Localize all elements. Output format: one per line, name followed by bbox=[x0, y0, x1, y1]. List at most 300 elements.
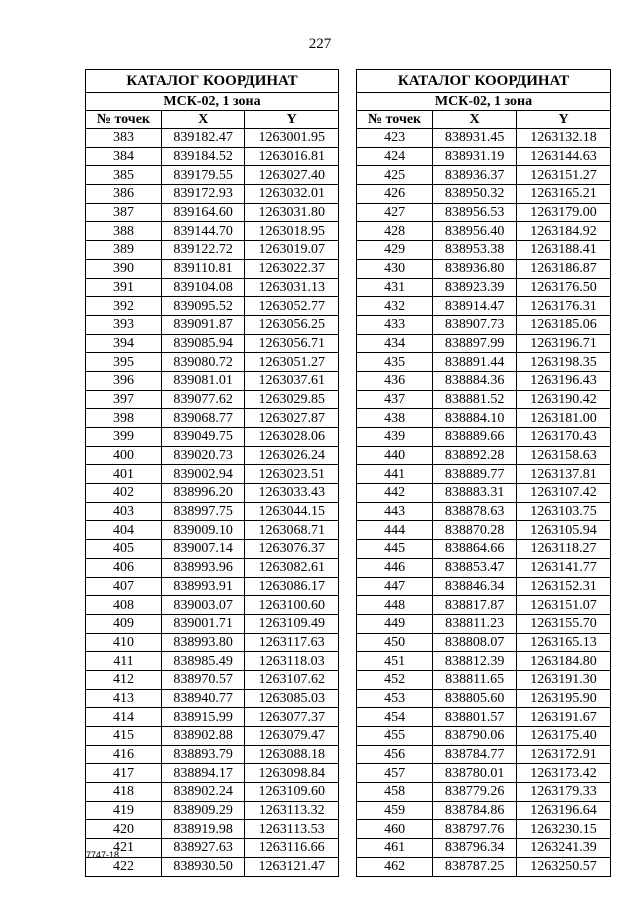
y-coordinate-cell: 1263079.47 bbox=[245, 727, 339, 746]
point-number-cell: 416 bbox=[86, 745, 162, 764]
y-coordinate-cell: 1263155.70 bbox=[517, 614, 611, 633]
table-row bbox=[357, 428, 611, 447]
y-coordinate-cell: 1263132.18 bbox=[517, 129, 611, 148]
x-coordinate-cell: 838779.26 bbox=[433, 783, 517, 802]
point-number-cell: 445 bbox=[357, 540, 433, 559]
y-coordinate-cell: 1263179.33 bbox=[517, 783, 611, 802]
x-coordinate-cell: 838883.31 bbox=[433, 484, 517, 503]
x-coordinate-cell: 838787.25 bbox=[433, 857, 517, 876]
x-coordinate-cell: 838930.50 bbox=[161, 857, 244, 876]
point-number-cell: 453 bbox=[357, 689, 433, 708]
x-coordinate-cell: 838927.63 bbox=[161, 839, 244, 858]
y-coordinate-cell: 1263176.50 bbox=[517, 278, 611, 297]
x-coordinate-cell: 838923.39 bbox=[433, 278, 517, 297]
table-row bbox=[86, 857, 339, 876]
point-number-cell: 400 bbox=[86, 446, 162, 465]
point-number-cell: 402 bbox=[86, 484, 162, 503]
table-row bbox=[357, 203, 611, 222]
x-coordinate-cell: 839172.93 bbox=[161, 185, 244, 204]
point-number-cell: 404 bbox=[86, 521, 162, 540]
x-coordinate-cell: 838953.38 bbox=[433, 241, 517, 260]
y-coordinate-cell: 1263018.95 bbox=[245, 222, 339, 241]
point-number-cell: 462 bbox=[357, 857, 433, 876]
point-number-cell: 405 bbox=[86, 540, 162, 559]
table-row bbox=[86, 465, 339, 484]
x-coordinate-cell: 838884.36 bbox=[433, 371, 517, 390]
y-coordinate-cell: 1263037.61 bbox=[245, 371, 339, 390]
point-number-cell: 452 bbox=[357, 670, 433, 689]
table-row bbox=[357, 315, 611, 334]
y-coordinate-cell: 1263032.01 bbox=[245, 185, 339, 204]
table-row bbox=[357, 166, 611, 185]
table-row bbox=[357, 446, 611, 465]
x-coordinate-cell: 839001.71 bbox=[161, 614, 244, 633]
column-header-x: X bbox=[433, 111, 517, 129]
table-row bbox=[86, 633, 339, 652]
x-coordinate-cell: 838846.34 bbox=[433, 577, 517, 596]
point-number-cell: 460 bbox=[357, 820, 433, 839]
point-number-cell: 455 bbox=[357, 727, 433, 746]
x-coordinate-cell: 838892.28 bbox=[433, 446, 517, 465]
x-coordinate-cell: 838893.79 bbox=[161, 745, 244, 764]
table-row bbox=[357, 596, 611, 615]
table-row bbox=[86, 428, 339, 447]
x-coordinate-cell: 838909.29 bbox=[161, 801, 244, 820]
column-header-x: X bbox=[161, 111, 244, 129]
point-number-cell: 401 bbox=[86, 465, 162, 484]
table-row bbox=[86, 839, 339, 858]
x-coordinate-cell: 839184.52 bbox=[161, 147, 244, 166]
x-coordinate-cell: 838931.45 bbox=[433, 129, 517, 148]
coordinate-catalog-table-left bbox=[85, 69, 339, 877]
point-number-cell: 393 bbox=[86, 315, 162, 334]
y-coordinate-cell: 1263107.62 bbox=[245, 670, 339, 689]
y-coordinate-cell: 1263172.91 bbox=[517, 745, 611, 764]
column-header-point-number: № точек bbox=[357, 111, 433, 129]
x-coordinate-cell: 839080.72 bbox=[161, 353, 244, 372]
x-coordinate-cell: 839002.94 bbox=[161, 465, 244, 484]
point-number-cell: 447 bbox=[357, 577, 433, 596]
table-row bbox=[357, 465, 611, 484]
table-row bbox=[86, 203, 339, 222]
y-coordinate-cell: 1263113.53 bbox=[245, 820, 339, 839]
y-coordinate-cell: 1263016.81 bbox=[245, 147, 339, 166]
y-coordinate-cell: 1263029.85 bbox=[245, 390, 339, 409]
x-coordinate-cell: 839007.14 bbox=[161, 540, 244, 559]
x-coordinate-cell: 839122.72 bbox=[161, 241, 244, 260]
x-coordinate-cell: 838897.99 bbox=[433, 334, 517, 353]
table-row bbox=[86, 820, 339, 839]
table-row bbox=[86, 783, 339, 802]
point-number-cell: 412 bbox=[86, 670, 162, 689]
y-coordinate-cell: 1263109.49 bbox=[245, 614, 339, 633]
table-row bbox=[357, 297, 611, 316]
x-coordinate-cell: 838894.17 bbox=[161, 764, 244, 783]
table-row bbox=[86, 185, 339, 204]
catalog-title: КАТАЛОГ КООРДИНАТ bbox=[86, 70, 339, 93]
point-number-cell: 410 bbox=[86, 633, 162, 652]
y-coordinate-cell: 1263117.63 bbox=[245, 633, 339, 652]
point-number-cell: 428 bbox=[357, 222, 433, 241]
point-number-cell: 450 bbox=[357, 633, 433, 652]
y-coordinate-cell: 1263116.66 bbox=[245, 839, 339, 858]
y-coordinate-cell: 1263031.13 bbox=[245, 278, 339, 297]
y-coordinate-cell: 1263105.94 bbox=[517, 521, 611, 540]
point-number-cell: 394 bbox=[86, 334, 162, 353]
table-row bbox=[357, 764, 611, 783]
table-row bbox=[357, 558, 611, 577]
x-coordinate-cell: 839095.52 bbox=[161, 297, 244, 316]
point-number-cell: 441 bbox=[357, 465, 433, 484]
point-number-cell: 408 bbox=[86, 596, 162, 615]
y-coordinate-cell: 1263019.07 bbox=[245, 241, 339, 260]
x-coordinate-cell: 839085.94 bbox=[161, 334, 244, 353]
table-row bbox=[357, 727, 611, 746]
y-coordinate-cell: 1263118.03 bbox=[245, 652, 339, 671]
table-row bbox=[357, 633, 611, 652]
y-coordinate-cell: 1263107.42 bbox=[517, 484, 611, 503]
y-coordinate-cell: 1263195.90 bbox=[517, 689, 611, 708]
point-number-cell: 449 bbox=[357, 614, 433, 633]
document-code: 7747-18 bbox=[86, 850, 120, 860]
table-row bbox=[86, 446, 339, 465]
point-number-cell: 396 bbox=[86, 371, 162, 390]
column-header-point-number: № точек bbox=[86, 111, 162, 129]
point-number-cell: 391 bbox=[86, 278, 162, 297]
x-coordinate-cell: 838889.77 bbox=[433, 465, 517, 484]
x-coordinate-cell: 838811.65 bbox=[433, 670, 517, 689]
table-row bbox=[86, 353, 339, 372]
point-number-cell: 451 bbox=[357, 652, 433, 671]
x-coordinate-cell: 839091.87 bbox=[161, 315, 244, 334]
point-number-cell: 430 bbox=[357, 259, 433, 278]
point-number-cell: 427 bbox=[357, 203, 433, 222]
point-number-cell: 446 bbox=[357, 558, 433, 577]
table-row bbox=[86, 502, 339, 521]
x-coordinate-cell: 838784.86 bbox=[433, 801, 517, 820]
table-row bbox=[86, 334, 339, 353]
x-coordinate-cell: 838796.34 bbox=[433, 839, 517, 858]
y-coordinate-cell: 1263196.64 bbox=[517, 801, 611, 820]
point-number-cell: 425 bbox=[357, 166, 433, 185]
y-coordinate-cell: 1263151.07 bbox=[517, 596, 611, 615]
x-coordinate-cell: 839068.77 bbox=[161, 409, 244, 428]
table-row bbox=[86, 670, 339, 689]
x-coordinate-cell: 839077.62 bbox=[161, 390, 244, 409]
x-coordinate-cell: 838936.80 bbox=[433, 259, 517, 278]
y-coordinate-cell: 1263152.31 bbox=[517, 577, 611, 596]
y-coordinate-cell: 1263082.61 bbox=[245, 558, 339, 577]
point-number-cell: 423 bbox=[357, 129, 433, 148]
x-coordinate-cell: 838870.28 bbox=[433, 521, 517, 540]
point-number-cell: 420 bbox=[86, 820, 162, 839]
x-coordinate-cell: 838997.75 bbox=[161, 502, 244, 521]
table-row bbox=[357, 614, 611, 633]
column-header-y: Y bbox=[517, 111, 611, 129]
y-coordinate-cell: 1263056.71 bbox=[245, 334, 339, 353]
y-coordinate-cell: 1263109.60 bbox=[245, 783, 339, 802]
y-coordinate-cell: 1263176.31 bbox=[517, 297, 611, 316]
point-number-cell: 388 bbox=[86, 222, 162, 241]
y-coordinate-cell: 1263077.37 bbox=[245, 708, 339, 727]
table-row bbox=[357, 577, 611, 596]
table-row bbox=[357, 334, 611, 353]
y-coordinate-cell: 1263190.42 bbox=[517, 390, 611, 409]
x-coordinate-cell: 838936.37 bbox=[433, 166, 517, 185]
x-coordinate-cell: 838864.66 bbox=[433, 540, 517, 559]
x-coordinate-cell: 838956.40 bbox=[433, 222, 517, 241]
y-coordinate-cell: 1263151.27 bbox=[517, 166, 611, 185]
table-row bbox=[86, 577, 339, 596]
y-coordinate-cell: 1263086.17 bbox=[245, 577, 339, 596]
point-number-cell: 407 bbox=[86, 577, 162, 596]
point-number-cell: 438 bbox=[357, 409, 433, 428]
x-coordinate-cell: 839164.60 bbox=[161, 203, 244, 222]
y-coordinate-cell: 1263250.57 bbox=[517, 857, 611, 876]
point-number-cell: 422 bbox=[86, 857, 162, 876]
table-row bbox=[357, 670, 611, 689]
point-number-cell: 384 bbox=[86, 147, 162, 166]
table-row bbox=[86, 241, 339, 260]
point-number-cell: 419 bbox=[86, 801, 162, 820]
table-row bbox=[86, 222, 339, 241]
x-coordinate-cell: 838817.87 bbox=[433, 596, 517, 615]
table-row bbox=[357, 278, 611, 297]
table-row bbox=[86, 371, 339, 390]
y-coordinate-cell: 1263179.00 bbox=[517, 203, 611, 222]
table-row bbox=[357, 502, 611, 521]
x-coordinate-cell: 838808.07 bbox=[433, 633, 517, 652]
point-number-cell: 437 bbox=[357, 390, 433, 409]
x-coordinate-cell: 838902.88 bbox=[161, 727, 244, 746]
x-coordinate-cell: 838812.39 bbox=[433, 652, 517, 671]
point-number-cell: 457 bbox=[357, 764, 433, 783]
y-coordinate-cell: 1263088.18 bbox=[245, 745, 339, 764]
x-coordinate-cell: 838914.47 bbox=[433, 297, 517, 316]
point-number-cell: 439 bbox=[357, 428, 433, 447]
table-row bbox=[86, 521, 339, 540]
table-row bbox=[357, 259, 611, 278]
table-row bbox=[86, 596, 339, 615]
table-row bbox=[86, 558, 339, 577]
x-coordinate-cell: 838889.66 bbox=[433, 428, 517, 447]
x-coordinate-cell: 838780.01 bbox=[433, 764, 517, 783]
y-coordinate-cell: 1263165.13 bbox=[517, 633, 611, 652]
table-row bbox=[86, 689, 339, 708]
point-number-cell: 398 bbox=[86, 409, 162, 428]
y-coordinate-cell: 1263027.40 bbox=[245, 166, 339, 185]
table-row bbox=[357, 745, 611, 764]
y-coordinate-cell: 1263121.47 bbox=[245, 857, 339, 876]
point-number-cell: 397 bbox=[86, 390, 162, 409]
coordinate-catalog-table-right bbox=[356, 69, 611, 877]
point-number-cell: 414 bbox=[86, 708, 162, 727]
column-header-y: Y bbox=[245, 111, 339, 129]
table-row bbox=[357, 129, 611, 148]
x-coordinate-cell: 839049.75 bbox=[161, 428, 244, 447]
table-row bbox=[357, 409, 611, 428]
x-coordinate-cell: 838878.63 bbox=[433, 502, 517, 521]
page-number: 227 bbox=[308, 36, 332, 52]
table-row bbox=[86, 614, 339, 633]
y-coordinate-cell: 1263141.77 bbox=[517, 558, 611, 577]
point-number-cell: 399 bbox=[86, 428, 162, 447]
table-row bbox=[357, 708, 611, 727]
y-coordinate-cell: 1263196.71 bbox=[517, 334, 611, 353]
catalog-subtitle: МСК-02, 1 зона bbox=[357, 93, 611, 111]
x-coordinate-cell: 839009.10 bbox=[161, 521, 244, 540]
x-coordinate-cell: 839003.07 bbox=[161, 596, 244, 615]
x-coordinate-cell: 838891.44 bbox=[433, 353, 517, 372]
x-coordinate-cell: 839020.73 bbox=[161, 446, 244, 465]
x-coordinate-cell: 838915.99 bbox=[161, 708, 244, 727]
table-row bbox=[86, 708, 339, 727]
x-coordinate-cell: 838956.53 bbox=[433, 203, 517, 222]
point-number-cell: 418 bbox=[86, 783, 162, 802]
x-coordinate-cell: 838797.76 bbox=[433, 820, 517, 839]
y-coordinate-cell: 1263184.80 bbox=[517, 652, 611, 671]
point-number-cell: 426 bbox=[357, 185, 433, 204]
point-number-cell: 440 bbox=[357, 446, 433, 465]
point-number-cell: 392 bbox=[86, 297, 162, 316]
point-number-cell: 411 bbox=[86, 652, 162, 671]
point-number-cell: 436 bbox=[357, 371, 433, 390]
y-coordinate-cell: 1263196.43 bbox=[517, 371, 611, 390]
table-row bbox=[357, 689, 611, 708]
x-coordinate-cell: 838970.57 bbox=[161, 670, 244, 689]
y-coordinate-cell: 1263184.92 bbox=[517, 222, 611, 241]
y-coordinate-cell: 1263191.30 bbox=[517, 670, 611, 689]
table-row bbox=[357, 222, 611, 241]
x-coordinate-cell: 838985.49 bbox=[161, 652, 244, 671]
point-number-cell: 431 bbox=[357, 278, 433, 297]
x-coordinate-cell: 838853.47 bbox=[433, 558, 517, 577]
point-number-cell: 434 bbox=[357, 334, 433, 353]
table-row bbox=[357, 783, 611, 802]
y-coordinate-cell: 1263052.77 bbox=[245, 297, 339, 316]
y-coordinate-cell: 1263033.43 bbox=[245, 484, 339, 503]
point-number-cell: 387 bbox=[86, 203, 162, 222]
table-row bbox=[357, 521, 611, 540]
point-number-cell: 461 bbox=[357, 839, 433, 858]
catalog-body bbox=[86, 129, 339, 877]
x-coordinate-cell: 838950.32 bbox=[433, 185, 517, 204]
y-coordinate-cell: 1263051.27 bbox=[245, 353, 339, 372]
x-coordinate-cell: 839081.01 bbox=[161, 371, 244, 390]
table-row bbox=[86, 764, 339, 783]
table-row bbox=[86, 390, 339, 409]
point-number-cell: 432 bbox=[357, 297, 433, 316]
table-row bbox=[357, 241, 611, 260]
table-row bbox=[357, 652, 611, 671]
y-coordinate-cell: 1263191.67 bbox=[517, 708, 611, 727]
point-number-cell: 456 bbox=[357, 745, 433, 764]
catalog-body bbox=[357, 129, 611, 877]
point-number-cell: 448 bbox=[357, 596, 433, 615]
y-coordinate-cell: 1263144.63 bbox=[517, 147, 611, 166]
y-coordinate-cell: 1263188.41 bbox=[517, 241, 611, 260]
table-row bbox=[357, 540, 611, 559]
point-number-cell: 409 bbox=[86, 614, 162, 633]
y-coordinate-cell: 1263198.35 bbox=[517, 353, 611, 372]
table-row bbox=[86, 409, 339, 428]
x-coordinate-cell: 839110.81 bbox=[161, 259, 244, 278]
y-coordinate-cell: 1263027.87 bbox=[245, 409, 339, 428]
point-number-cell: 442 bbox=[357, 484, 433, 503]
point-number-cell: 454 bbox=[357, 708, 433, 727]
x-coordinate-cell: 839182.47 bbox=[161, 129, 244, 148]
y-coordinate-cell: 1263056.25 bbox=[245, 315, 339, 334]
x-coordinate-cell: 839104.08 bbox=[161, 278, 244, 297]
point-number-cell: 459 bbox=[357, 801, 433, 820]
point-number-cell: 386 bbox=[86, 185, 162, 204]
x-coordinate-cell: 838902.24 bbox=[161, 783, 244, 802]
x-coordinate-cell: 838784.77 bbox=[433, 745, 517, 764]
y-coordinate-cell: 1263170.43 bbox=[517, 428, 611, 447]
table-row bbox=[357, 353, 611, 372]
point-number-cell: 413 bbox=[86, 689, 162, 708]
point-number-cell: 435 bbox=[357, 353, 433, 372]
table-row bbox=[86, 259, 339, 278]
table-row bbox=[86, 297, 339, 316]
point-number-cell: 395 bbox=[86, 353, 162, 372]
point-number-cell: 421 bbox=[86, 839, 162, 858]
point-number-cell: 443 bbox=[357, 502, 433, 521]
table-row bbox=[86, 484, 339, 503]
y-coordinate-cell: 1263137.81 bbox=[517, 465, 611, 484]
y-coordinate-cell: 1263028.06 bbox=[245, 428, 339, 447]
table-row bbox=[357, 185, 611, 204]
x-coordinate-cell: 838940.77 bbox=[161, 689, 244, 708]
y-coordinate-cell: 1263103.75 bbox=[517, 502, 611, 521]
x-coordinate-cell: 838919.98 bbox=[161, 820, 244, 839]
x-coordinate-cell: 838805.60 bbox=[433, 689, 517, 708]
table-row bbox=[86, 129, 339, 148]
point-number-cell: 424 bbox=[357, 147, 433, 166]
table-row bbox=[357, 371, 611, 390]
x-coordinate-cell: 838996.20 bbox=[161, 484, 244, 503]
x-coordinate-cell: 838993.91 bbox=[161, 577, 244, 596]
x-coordinate-cell: 838993.80 bbox=[161, 633, 244, 652]
point-number-cell: 406 bbox=[86, 558, 162, 577]
point-number-cell: 389 bbox=[86, 241, 162, 260]
y-coordinate-cell: 1263175.40 bbox=[517, 727, 611, 746]
table-row bbox=[86, 147, 339, 166]
point-number-cell: 429 bbox=[357, 241, 433, 260]
catalog-subtitle: МСК-02, 1 зона bbox=[86, 93, 339, 111]
table-row bbox=[86, 801, 339, 820]
y-coordinate-cell: 1263181.00 bbox=[517, 409, 611, 428]
x-coordinate-cell: 839179.55 bbox=[161, 166, 244, 185]
table-row bbox=[357, 147, 611, 166]
x-coordinate-cell: 838884.10 bbox=[433, 409, 517, 428]
point-number-cell: 403 bbox=[86, 502, 162, 521]
y-coordinate-cell: 1263026.24 bbox=[245, 446, 339, 465]
point-number-cell: 458 bbox=[357, 783, 433, 802]
x-coordinate-cell: 838931.19 bbox=[433, 147, 517, 166]
table-row bbox=[86, 315, 339, 334]
table-row bbox=[357, 820, 611, 839]
y-coordinate-cell: 1263158.63 bbox=[517, 446, 611, 465]
y-coordinate-cell: 1263118.27 bbox=[517, 540, 611, 559]
table-row bbox=[357, 857, 611, 876]
table-row bbox=[86, 745, 339, 764]
x-coordinate-cell: 839144.70 bbox=[161, 222, 244, 241]
y-coordinate-cell: 1263022.37 bbox=[245, 259, 339, 278]
y-coordinate-cell: 1263068.71 bbox=[245, 521, 339, 540]
x-coordinate-cell: 838801.57 bbox=[433, 708, 517, 727]
table-row bbox=[86, 278, 339, 297]
